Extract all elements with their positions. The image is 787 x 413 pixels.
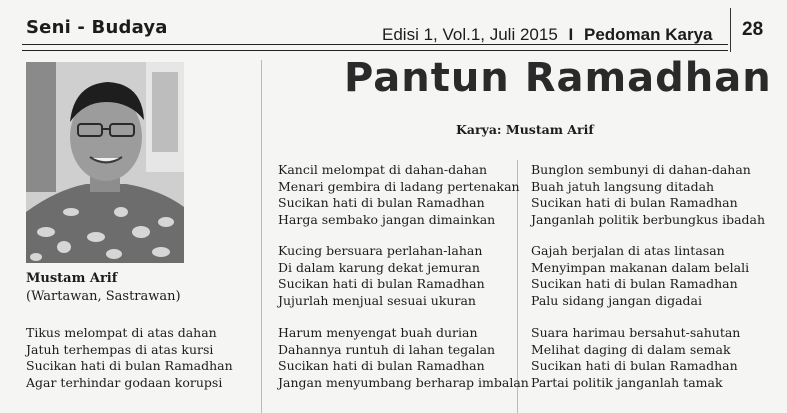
pantun-line: Bunglon sembunyi di dahan-dahan [531, 162, 751, 177]
pantun-line: Gajah berjalan di atas lintasan [531, 243, 725, 258]
pantun-line: Jangan menyumbang berharap imbalan [278, 374, 529, 390]
pantun-line: Sucikan hati di bulan Ramadhan [278, 195, 485, 210]
page-number-divider [730, 8, 731, 52]
pantun-line: Menari gembira di ladang pertenakan [278, 178, 520, 194]
pantun-line: Harga sembako jangan dimainkan [278, 211, 496, 227]
pantun-line: Sucikan hati di bulan Ramadhan [26, 358, 233, 373]
pantun-line: Tikus melompat di atas dahan [26, 325, 217, 340]
author-name: Mustam Arif [26, 271, 118, 286]
pantun-line: Menyimpan makanan dalam belali [531, 259, 750, 275]
edition-line [382, 25, 712, 45]
pantun-line: Janganlah politik berbungkus ibadah [531, 211, 766, 227]
pantun-line: Sucikan hati di bulan Ramadhan [531, 195, 738, 210]
pantun-line: Palu sidang jangan digadai [531, 292, 702, 308]
header-rule-top [22, 44, 728, 45]
stanza-middle-2 [278, 243, 485, 309]
pantun-line: Harum menyengat buah durian [278, 325, 478, 340]
pantun-line: Jatuh terhempas di atas kursi [26, 341, 214, 357]
pantun-line: Agar terhindar godaan korupsi [26, 374, 223, 390]
pantun-line: Melihat daging di dalam semak [531, 341, 731, 357]
column-divider-left [261, 60, 262, 413]
author-photo [26, 62, 184, 263]
pantun-line: Sucikan hati di bulan Ramadhan [278, 358, 485, 373]
header-rule-bottom [22, 50, 728, 51]
article-byline: Karya: Mustam Arif [456, 122, 594, 137]
stanza-right-2 [531, 243, 749, 309]
edition-info: Edisi 1, Vol.1, Juli 2015 [382, 25, 558, 44]
pantun-line: Sucikan hati di bulan Ramadhan [278, 276, 485, 291]
stanza-right-3 [531, 325, 740, 391]
author-role: (Wartawan, Sastrawan) [26, 289, 181, 304]
section-label: Seni - Budaya [26, 17, 168, 38]
stanza-left-1 [26, 325, 233, 391]
pantun-line: Di dalam karung dekat jemuran [278, 259, 480, 275]
edition-separator: I [568, 25, 574, 44]
page-number: 28 [742, 19, 764, 40]
page-header [0, 0, 787, 44]
pantun-line: Sucikan hati di bulan Ramadhan [531, 358, 738, 373]
pantun-line: Suara harimau bersahut-sahutan [531, 325, 741, 340]
pantun-line: Sucikan hati di bulan Ramadhan [531, 276, 738, 291]
article-title: Pantun Ramadhan [344, 55, 772, 101]
pantun-line: Partai politik janganlah tamak [531, 374, 723, 390]
stanza-right-1 [531, 162, 765, 228]
pantun-line: Jujurlah menjual sesuai ukuran [278, 292, 476, 308]
stanza-middle-3 [278, 325, 529, 391]
pantun-line: Buah jatuh langsung ditadah [531, 178, 715, 194]
pantun-line: Kucing bersuara perlahan-lahan [278, 243, 483, 258]
publication-name: Pedoman Karya [583, 25, 713, 44]
pantun-line: Dahannya runtuh di lahan tegalan [278, 341, 496, 357]
pantun-line: Kancil melompat di dahan-dahan [278, 162, 488, 177]
stanza-middle-1 [278, 162, 520, 228]
